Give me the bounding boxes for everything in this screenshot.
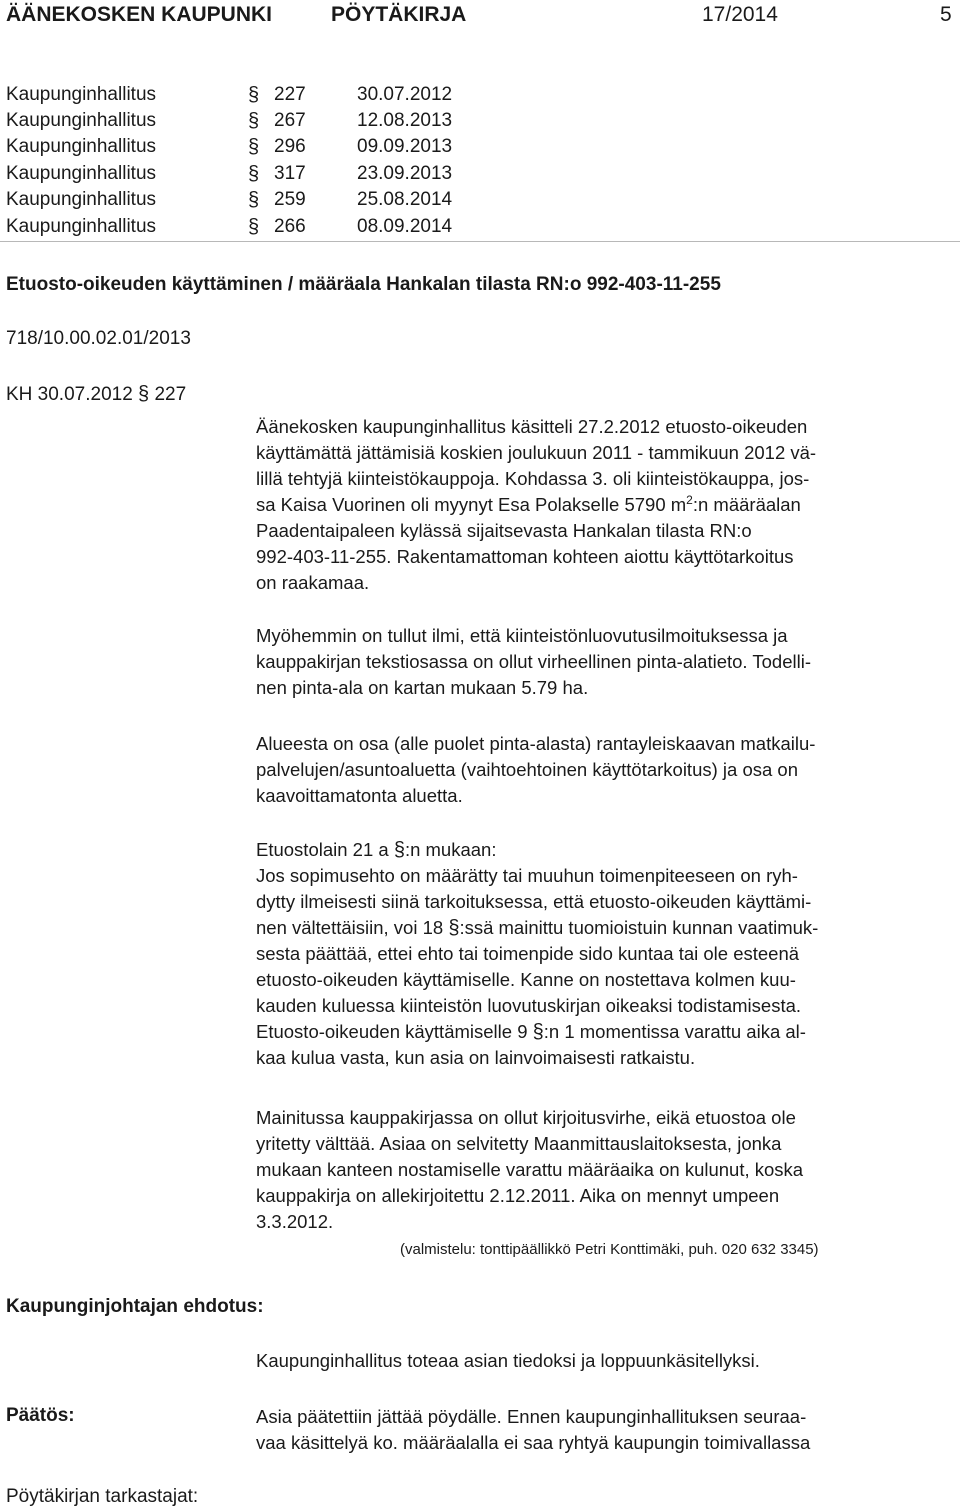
reviewers-label: Pöytäkirjan tarkastajat: — [6, 1486, 199, 1507]
reference-body: Kaupunginhallitus — [6, 136, 157, 157]
text-line: Äänekosken kaupunginhallitus käsitteli 27.2.2012 etuosto-oikeuden — [256, 416, 808, 437]
text-line: kauppakirjan tekstiosassa on ollut virheellinen pinta-alatieto. Todelli- — [256, 651, 811, 672]
text-line: kauden kuluessa kiinteistön luovutuskirjan oikeaksi todistamisesta. — [256, 995, 802, 1016]
text-line: Alueesta on osa (alle puolet pinta-alasta) rantayleiskaavan matkailu- — [256, 733, 816, 754]
superscript-square: 2 — [686, 493, 693, 507]
text-line: Myöhemmin on tullut ilmi, että kiinteistönluovutusilmoituksessa ja — [256, 625, 788, 646]
paragraph-area-correction — [256, 623, 956, 701]
text-fragment: :ssä mainittu tuomioistuin kunnan vaatimuk- — [459, 917, 819, 938]
text-line: kaa kulua vasta, kun asia on lainvoimaisesti ratkaistu. — [256, 1047, 696, 1068]
reference-body: Kaupunginhallitus — [6, 110, 157, 131]
text-line — [256, 915, 956, 941]
proposal-label: Kaupunginjohtajan ehdotus: — [6, 1296, 264, 1317]
matter-title: Etuosto-oikeuden käyttäminen / määräala Hankalan tilasta RN:o 992-403-11-255 — [6, 274, 721, 295]
text-line: käyttämättä jättämisiä koskien joulukuun 2011 - tammikuun 2012 vä- — [256, 442, 817, 463]
section-mark: § — [248, 189, 260, 211]
text-line: Jos sopimusehto on määrätty tai muuhun toimenpiteeseen on ryh- — [256, 865, 798, 886]
reference-date: 12.08.2013 — [357, 110, 453, 131]
document-number: 17/2014 — [702, 3, 778, 26]
reference-number: 259 — [274, 189, 306, 210]
section-mark: § — [448, 917, 460, 939]
text-line: Paadentaipaleen kylässä sijaitsevasta Hankalan tilasta RN:o — [256, 520, 752, 541]
section-mark: § — [248, 110, 260, 132]
separator-line — [0, 241, 960, 242]
decision-text-block — [256, 1404, 956, 1456]
text-line: 992-403-11-255. Rakentamattoman kohteen aiottu käyttötarkoitus — [256, 546, 794, 567]
prior-decision-number: 227 — [154, 384, 187, 405]
text-line — [256, 1019, 956, 1045]
section-mark: § — [248, 84, 260, 106]
reference-number: 266 — [274, 216, 306, 237]
record-id: 718/10.00.02.01/2013 — [6, 328, 191, 349]
reference-number: 317 — [274, 163, 306, 184]
text-fragment: sa Kaisa Vuorinen oli myynyt Esa Polakselle 5790 m — [256, 494, 687, 515]
proposal-text-block — [256, 1348, 956, 1374]
text-line: lillä tehtyjä kiinteistökauppoja. Kohdassa 3. oli kiinteistökauppa, jos- — [256, 468, 810, 489]
municipality-name: ÄÄNEKOSKEN KAUPUNKI — [6, 3, 273, 26]
prior-decision-reference — [6, 381, 186, 408]
text-line: mukaan kanteen nostamiselle varattu määräaika on kulunut, koska — [256, 1159, 804, 1180]
proposal-text: Kaupunginhallitus toteaa asian tiedoksi ja loppuunkäsitellyksi. — [256, 1350, 760, 1371]
paragraph-zoning — [256, 731, 956, 809]
section-mark: § — [248, 163, 260, 185]
reference-body: Kaupunginhallitus — [6, 163, 157, 184]
page-number: 5 — [940, 3, 952, 26]
section-mark: § — [248, 216, 260, 238]
document-type: PÖYTÄKIRJA — [331, 3, 467, 26]
text-line: 3.3.2012. — [256, 1211, 334, 1232]
text-fragment: Etuosto-oikeuden käyttämiselle 9 — [256, 1021, 533, 1042]
section-mark: § — [138, 383, 150, 405]
text-fragment: :n määräalan — [692, 494, 801, 515]
prior-decision-label: KH 30.07.2012 — [6, 384, 133, 405]
reference-number: 227 — [274, 84, 306, 105]
text-line: nen pinta-ala on kartan mukaan 5.79 ha. — [256, 677, 589, 698]
text-line — [256, 492, 956, 518]
text-fragment: :n 1 momentissa varattu aika al- — [543, 1021, 806, 1042]
paragraph-background — [256, 414, 956, 596]
text-line: vaa käsittelyä ko. määräalalla ei saa ryhtyä kaupungin toimivallassa — [256, 1432, 811, 1453]
text-line: kaavoittamatonta aluetta. — [256, 785, 463, 806]
reference-date: 09.09.2013 — [357, 136, 453, 157]
text-fragment: Etuostolain 21 a — [256, 839, 394, 860]
reference-body: Kaupunginhallitus — [6, 189, 157, 210]
reference-body: Kaupunginhallitus — [6, 84, 157, 105]
text-line: dytty ilmeisesti siinä tarkoituksessa, että etuosto-oikeuden käyttämi- — [256, 891, 812, 912]
reference-date: 30.07.2012 — [357, 84, 453, 105]
reference-date: 23.09.2013 — [357, 163, 453, 184]
text-line: Asia päätettiin jättää pöydälle. Ennen kaupunginhallituksen seuraa- — [256, 1406, 807, 1427]
reference-number: 267 — [274, 110, 306, 131]
text-fragment: :n mukaan: — [404, 839, 497, 860]
decision-label: Päätös: — [6, 1405, 75, 1426]
text-line: palvelujen/asuntoaluetta (vaihtoehtoinen käyttötarkoitus) ja osa on — [256, 759, 798, 780]
preparer-note: (valmistelu: tonttipäällikkö Petri Konttimäki, puh. 020 632 3345) — [400, 1241, 819, 1258]
reference-date: 08.09.2014 — [357, 216, 453, 237]
text-line: sesta päättää, ettei ehto tai toimenpide sido kuntaa tai ole esteenä — [256, 943, 800, 964]
text-line — [256, 837, 956, 863]
section-mark: § — [248, 136, 260, 158]
text-line: kauppakirja on allekirjoitettu 2.12.2011. Aika on mennyt umpeen — [256, 1185, 780, 1206]
text-line: yritetty välttää. Asiaa on selvitetty Maanmittauslaitoksesta, jonka — [256, 1133, 782, 1154]
section-mark: § — [532, 1021, 544, 1043]
text-fragment: nen vältettäisiin, voi 18 — [256, 917, 449, 938]
reference-number: 296 — [274, 136, 306, 157]
paragraph-law-quote — [256, 837, 956, 1071]
text-line: on raakamaa. — [256, 572, 370, 593]
reference-body: Kaupunginhallitus — [6, 216, 157, 237]
paragraph-conclusion — [256, 1105, 956, 1235]
reference-date: 25.08.2014 — [357, 189, 453, 210]
text-line: Mainitussa kauppakirjassa on ollut kirjoitusvirhe, eikä etuostoa ole — [256, 1107, 796, 1128]
section-mark: § — [393, 839, 405, 861]
text-line: etuosto-oikeuden käyttämiselle. Kanne on nostettava kolmen kuu- — [256, 969, 796, 990]
